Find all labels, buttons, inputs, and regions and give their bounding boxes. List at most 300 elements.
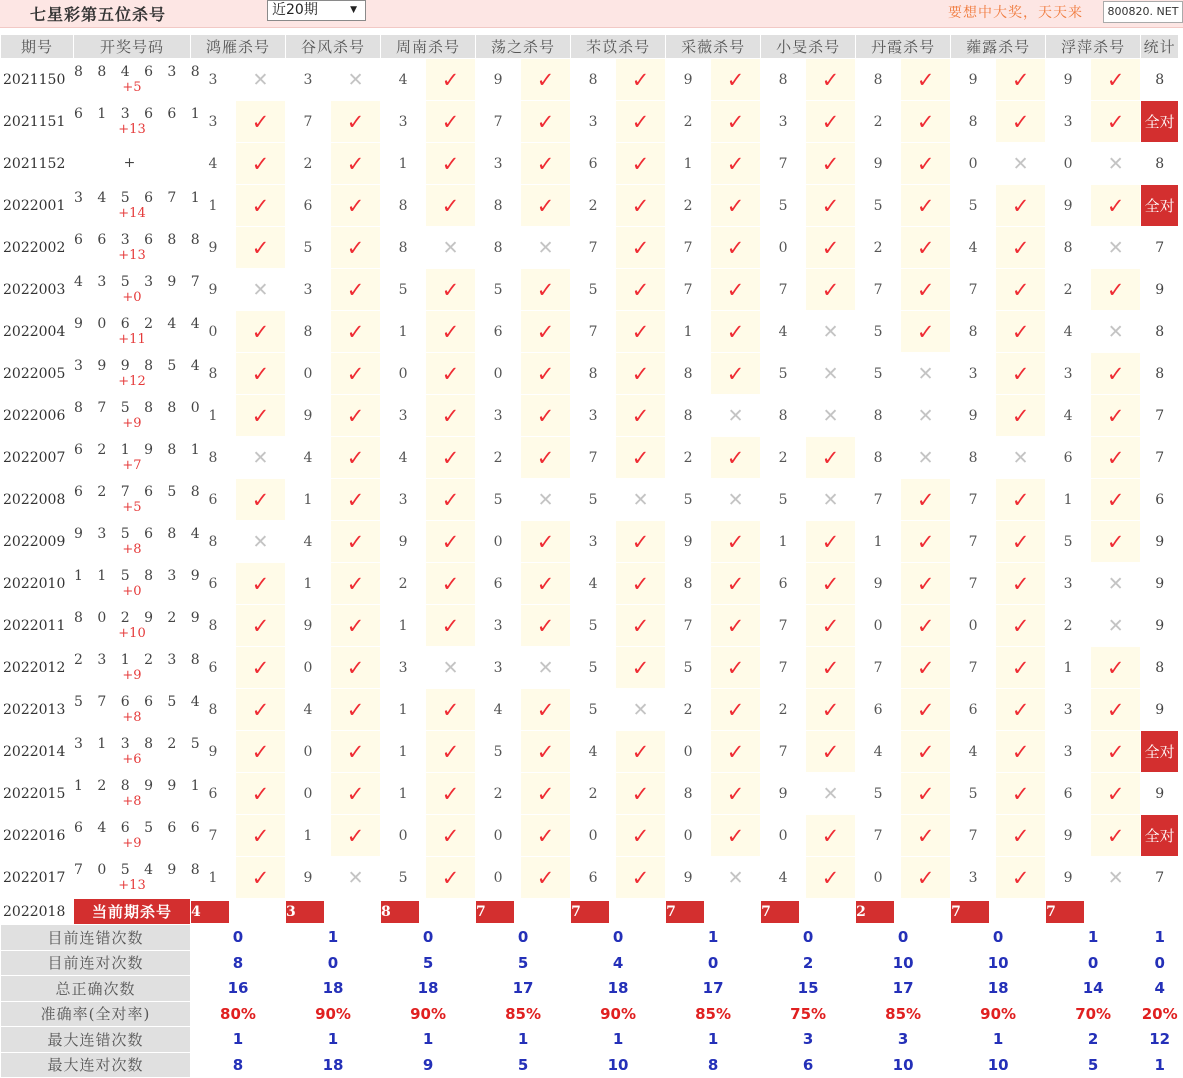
check-icon: ✓ xyxy=(331,269,381,311)
kill-number: 0 xyxy=(286,773,331,815)
period-select[interactable] xyxy=(267,0,366,21)
table-row xyxy=(1,227,1179,269)
column-header[interactable]: 蕹露杀号 xyxy=(951,35,1046,59)
draw-sum: +13 xyxy=(118,121,146,137)
stats-value: 15 xyxy=(761,976,856,1002)
draw-numbers xyxy=(74,689,205,731)
check-icon: ✓ xyxy=(616,773,666,815)
column-header[interactable]: 荡之杀号 xyxy=(476,35,571,59)
kill-number: 8 xyxy=(571,59,616,101)
cross-icon: ✕ xyxy=(521,479,571,521)
issue-number: 2022016 xyxy=(1,815,74,857)
cross-icon: ✕ xyxy=(1091,311,1141,353)
kill-number: 6 xyxy=(571,857,616,899)
current-stat-cell xyxy=(1141,899,1179,925)
kill-number: 1 xyxy=(381,605,426,647)
kill-number: 5 xyxy=(571,269,616,311)
check-icon: ✓ xyxy=(901,311,951,353)
check-icon: ✓ xyxy=(331,731,381,773)
kill-number: 9 xyxy=(951,395,996,437)
check-icon: ✓ xyxy=(616,521,666,563)
stats-value: 18 xyxy=(951,976,1046,1002)
check-icon: ✓ xyxy=(901,773,951,815)
row-stat: 7 xyxy=(1141,857,1179,899)
check-icon: ✓ xyxy=(521,185,571,227)
check-icon: ✓ xyxy=(901,521,951,563)
column-header[interactable]: 芣苡杀号 xyxy=(571,35,666,59)
kill-number: 9 xyxy=(666,59,711,101)
stats-value: 0 xyxy=(666,950,761,976)
top-bar xyxy=(0,0,1183,28)
stats-label: 准确率(全对率) xyxy=(1,1001,191,1027)
cross-icon: ✕ xyxy=(426,647,476,689)
stats-value: 2 xyxy=(761,950,856,976)
draw-numbers xyxy=(74,563,205,605)
kill-number: 3 xyxy=(1046,731,1091,773)
kill-number: 5 xyxy=(1046,521,1091,563)
current-kill-cell xyxy=(286,899,381,925)
kill-number: 4 xyxy=(571,563,616,605)
cross-icon: ✕ xyxy=(236,437,286,479)
kill-number: 7 xyxy=(951,269,996,311)
current-kill-number: 7 xyxy=(666,901,704,923)
check-icon: ✓ xyxy=(1091,185,1141,227)
draw-numbers xyxy=(74,605,205,647)
column-header[interactable]: 谷风杀号 xyxy=(286,35,381,59)
kill-number: 8 xyxy=(951,437,996,479)
kill-number: 0 xyxy=(1046,143,1091,185)
stats-value: 90% xyxy=(286,1001,381,1027)
kill-number: 5 xyxy=(381,269,426,311)
check-icon: ✓ xyxy=(426,101,476,143)
kill-number: 3 xyxy=(286,59,331,101)
kill-number: 2 xyxy=(476,437,521,479)
check-icon: ✓ xyxy=(1091,395,1141,437)
kill-number: 9 xyxy=(1046,815,1091,857)
table-row xyxy=(1,437,1179,479)
column-header[interactable]: 浮萍杀号 xyxy=(1046,35,1141,59)
stats-value: 5 xyxy=(476,950,571,976)
draw-digits: 6 2 1 9 8 1 xyxy=(74,441,205,458)
kill-number: 7 xyxy=(761,269,806,311)
kill-number: 5 xyxy=(571,605,616,647)
kill-number: 9 xyxy=(191,269,236,311)
cross-icon: ✕ xyxy=(711,479,761,521)
check-icon: ✓ xyxy=(616,353,666,395)
check-icon: ✓ xyxy=(236,353,286,395)
kill-number: 8 xyxy=(856,395,901,437)
stats-value: 18 xyxy=(571,976,666,1002)
column-header[interactable]: 小旻杀号 xyxy=(761,35,856,59)
column-header[interactable]: 采薇杀号 xyxy=(666,35,761,59)
row-stat: 8 xyxy=(1141,353,1179,395)
stats-label: 最大连对次数 xyxy=(1,1052,191,1078)
current-period-label: 当前期杀号 xyxy=(74,899,191,925)
kill-number: 2 xyxy=(1046,605,1091,647)
kill-number: 6 xyxy=(1046,773,1091,815)
kill-number: 4 xyxy=(761,311,806,353)
check-icon: ✓ xyxy=(1091,479,1141,521)
check-icon: ✓ xyxy=(426,437,476,479)
check-icon: ✓ xyxy=(521,101,571,143)
row-stat: 8 xyxy=(1141,59,1179,101)
kill-number: 7 xyxy=(951,479,996,521)
all-correct-badge: 全对 xyxy=(1141,101,1179,143)
kill-number: 5 xyxy=(381,857,426,899)
check-icon: ✓ xyxy=(331,605,381,647)
current-kill-number: 7 xyxy=(951,901,989,923)
kill-number: 5 xyxy=(951,773,996,815)
kill-number: 2 xyxy=(286,143,331,185)
kill-number: 3 xyxy=(1046,563,1091,605)
check-icon: ✓ xyxy=(426,773,476,815)
check-icon: ✓ xyxy=(711,269,761,311)
row-stat: 9 xyxy=(1141,521,1179,563)
kill-number: 2 xyxy=(666,185,711,227)
site-badge[interactable]: 800820. NET xyxy=(1103,1,1183,23)
stats-value: 10 xyxy=(856,1052,951,1078)
stats-value: 1 xyxy=(286,1027,381,1053)
draw-numbers xyxy=(74,857,205,899)
check-icon: ✓ xyxy=(616,563,666,605)
stats-row xyxy=(1,976,1179,1002)
check-icon: ✓ xyxy=(331,479,381,521)
kill-number: 5 xyxy=(666,479,711,521)
kill-number: 2 xyxy=(761,437,806,479)
check-icon: ✓ xyxy=(426,689,476,731)
check-icon: ✓ xyxy=(1091,437,1141,479)
current-kill-number: 7 xyxy=(1046,901,1084,923)
stats-value: 90% xyxy=(571,1001,666,1027)
draw-digits: 6 6 3 6 8 8 xyxy=(74,231,205,248)
stats-value: 0 xyxy=(761,925,856,951)
stats-value: 18 xyxy=(381,976,476,1002)
check-icon: ✓ xyxy=(806,101,856,143)
kill-number: 5 xyxy=(761,479,806,521)
check-icon: ✓ xyxy=(521,857,571,899)
draw-numbers xyxy=(74,815,205,857)
kill-number: 6 xyxy=(191,563,236,605)
kill-number: 9 xyxy=(1046,185,1091,227)
kill-number: 3 xyxy=(286,269,331,311)
kill-number: 1 xyxy=(761,521,806,563)
check-icon: ✓ xyxy=(996,605,1046,647)
check-icon: ✓ xyxy=(521,563,571,605)
cross-icon: ✕ xyxy=(901,395,951,437)
check-icon: ✓ xyxy=(996,185,1046,227)
check-icon: ✓ xyxy=(236,815,286,857)
issue-number: 2022015 xyxy=(1,773,74,815)
stats-value: 2 xyxy=(1046,1027,1141,1053)
check-icon: ✓ xyxy=(996,773,1046,815)
check-icon: ✓ xyxy=(426,857,476,899)
kill-number: 9 xyxy=(856,143,901,185)
current-kill-cell xyxy=(666,899,761,925)
kill-number: 5 xyxy=(571,689,616,731)
kill-number: 3 xyxy=(191,59,236,101)
check-icon: ✓ xyxy=(236,689,286,731)
check-icon: ✓ xyxy=(616,857,666,899)
stats-value: 5 xyxy=(1046,1052,1141,1078)
issue-number: 2022004 xyxy=(1,311,74,353)
check-icon: ✓ xyxy=(806,227,856,269)
draw-numbers xyxy=(74,143,191,185)
table-row xyxy=(1,857,1179,899)
check-icon: ✓ xyxy=(331,815,381,857)
column-header[interactable]: 开奖号码 xyxy=(74,35,191,59)
check-icon: ✓ xyxy=(236,185,286,227)
stats-row xyxy=(1,950,1179,976)
check-icon: ✓ xyxy=(426,815,476,857)
draw-sum: +0 xyxy=(122,583,142,599)
cross-icon: ✕ xyxy=(236,269,286,311)
check-icon: ✓ xyxy=(996,395,1046,437)
check-icon: ✓ xyxy=(426,731,476,773)
draw-sum: +12 xyxy=(118,373,146,389)
stats-value: 1 xyxy=(666,1027,761,1053)
check-icon: ✓ xyxy=(331,353,381,395)
draw-numbers xyxy=(74,647,205,689)
check-icon: ✓ xyxy=(616,815,666,857)
check-icon: ✓ xyxy=(806,521,856,563)
kill-number: 4 xyxy=(571,731,616,773)
stats-value: 12 xyxy=(1141,1027,1179,1053)
table-row xyxy=(1,269,1179,311)
check-icon: ✓ xyxy=(1091,815,1141,857)
stats-value: 0 xyxy=(191,925,286,951)
draw-sum: +9 xyxy=(122,835,142,851)
column-header[interactable]: 期号 xyxy=(1,35,74,59)
issue-number: 2022010 xyxy=(1,563,74,605)
stats-value: 8 xyxy=(191,1052,286,1078)
kill-number: 7 xyxy=(571,437,616,479)
cross-icon: ✕ xyxy=(1091,605,1141,647)
cross-icon: ✕ xyxy=(901,353,951,395)
check-icon: ✓ xyxy=(996,857,1046,899)
kill-number: 3 xyxy=(571,395,616,437)
cross-icon: ✕ xyxy=(331,59,381,101)
draw-numbers xyxy=(74,521,205,563)
check-icon: ✓ xyxy=(426,185,476,227)
column-header[interactable]: 统计 xyxy=(1141,35,1179,59)
draw-numbers xyxy=(74,479,205,521)
stats-value: 90% xyxy=(951,1001,1046,1027)
cross-icon: ✕ xyxy=(806,773,856,815)
draw-numbers xyxy=(74,227,205,269)
column-header[interactable]: 周南杀号 xyxy=(381,35,476,59)
kill-number: 4 xyxy=(1046,395,1091,437)
check-icon: ✓ xyxy=(331,647,381,689)
kill-number: 5 xyxy=(571,479,616,521)
check-icon: ✓ xyxy=(521,353,571,395)
kill-number: 7 xyxy=(571,311,616,353)
cross-icon: ✕ xyxy=(901,437,951,479)
check-icon: ✓ xyxy=(521,731,571,773)
stats-value: 18 xyxy=(286,976,381,1002)
draw-numbers xyxy=(74,395,205,437)
draw-sum: +0 xyxy=(122,289,142,305)
kill-number: 3 xyxy=(476,143,521,185)
issue-number: 2022011 xyxy=(1,605,74,647)
check-icon: ✓ xyxy=(806,689,856,731)
kill-number: 8 xyxy=(286,311,331,353)
stats-value: 85% xyxy=(666,1001,761,1027)
kill-number: 2 xyxy=(666,437,711,479)
column-header[interactable]: 丹霞杀号 xyxy=(856,35,951,59)
draw-digits: 1 2 8 9 9 1 xyxy=(74,777,205,794)
draw-digits: 1 1 5 8 3 9 xyxy=(74,567,205,584)
kill-number: 0 xyxy=(381,815,426,857)
kill-number-table xyxy=(0,34,1179,1078)
check-icon: ✓ xyxy=(426,479,476,521)
kill-number: 0 xyxy=(476,857,521,899)
check-icon: ✓ xyxy=(711,731,761,773)
stats-value: 0 xyxy=(476,925,571,951)
stats-value: 20% xyxy=(1141,1001,1179,1027)
check-icon: ✓ xyxy=(806,857,856,899)
draw-sum: +9 xyxy=(122,415,142,431)
check-icon: ✓ xyxy=(711,563,761,605)
draw-digits: 3 9 9 8 5 4 xyxy=(74,357,205,374)
current-kill-number: 2 xyxy=(856,901,894,923)
check-icon: ✓ xyxy=(236,227,286,269)
stats-value: 0 xyxy=(951,925,1046,951)
table-row xyxy=(1,689,1179,731)
stats-value: 0 xyxy=(1046,950,1141,976)
kill-number: 7 xyxy=(666,605,711,647)
check-icon: ✓ xyxy=(426,605,476,647)
current-kill-cell xyxy=(571,899,666,925)
kill-number: 1 xyxy=(381,773,426,815)
kill-number: 6 xyxy=(191,647,236,689)
cross-icon: ✕ xyxy=(236,59,286,101)
draw-sum: +8 xyxy=(122,541,142,557)
kill-number: 3 xyxy=(476,605,521,647)
kill-number: 5 xyxy=(856,185,901,227)
stats-value: 85% xyxy=(856,1001,951,1027)
stats-value: 4 xyxy=(571,950,666,976)
draw-digits: 8 7 5 8 8 0 xyxy=(74,399,205,416)
stats-value: 70% xyxy=(1046,1001,1141,1027)
kill-number: 2 xyxy=(571,185,616,227)
kill-number: 9 xyxy=(381,521,426,563)
check-icon: ✓ xyxy=(806,185,856,227)
kill-number: 1 xyxy=(666,311,711,353)
current-kill-number: 3 xyxy=(286,901,324,923)
kill-number: 7 xyxy=(951,815,996,857)
kill-number: 8 xyxy=(761,395,806,437)
check-icon: ✓ xyxy=(901,59,951,101)
page-title: 七星彩第五位杀号 xyxy=(30,5,167,24)
kill-number: 1 xyxy=(666,143,711,185)
check-icon: ✓ xyxy=(711,521,761,563)
kill-number: 7 xyxy=(951,563,996,605)
stats-row xyxy=(1,1027,1179,1053)
check-icon: ✓ xyxy=(901,227,951,269)
cross-icon: ✕ xyxy=(1091,227,1141,269)
check-icon: ✓ xyxy=(996,479,1046,521)
kill-number: 9 xyxy=(1046,857,1091,899)
row-stat: 9 xyxy=(1141,773,1179,815)
check-icon: ✓ xyxy=(236,731,286,773)
kill-number: 7 xyxy=(761,731,806,773)
stats-value: 3 xyxy=(856,1027,951,1053)
kill-number: 6 xyxy=(856,689,901,731)
kill-number: 2 xyxy=(856,227,901,269)
check-icon: ✓ xyxy=(521,605,571,647)
draw-sum: +13 xyxy=(118,877,146,893)
kill-number: 4 xyxy=(381,437,426,479)
draw-sum: +5 xyxy=(122,499,142,515)
kill-number: 6 xyxy=(1046,437,1091,479)
check-icon: ✓ xyxy=(521,815,571,857)
draw-digits: 8 0 2 9 2 9 xyxy=(74,609,205,626)
kill-number: 2 xyxy=(476,773,521,815)
stats-value: 9 xyxy=(381,1052,476,1078)
current-kill-cell xyxy=(476,899,571,925)
draw-digits: 9 3 5 6 8 4 xyxy=(74,525,205,542)
cross-icon: ✕ xyxy=(521,647,571,689)
kill-number: 3 xyxy=(1046,689,1091,731)
check-icon: ✓ xyxy=(1091,647,1141,689)
check-icon: ✓ xyxy=(711,437,761,479)
check-icon: ✓ xyxy=(236,647,286,689)
kill-number: 4 xyxy=(381,59,426,101)
check-icon: ✓ xyxy=(331,773,381,815)
check-icon: ✓ xyxy=(236,395,286,437)
stats-value: 10 xyxy=(951,1052,1046,1078)
column-header[interactable]: 鸿雁杀号 xyxy=(191,35,286,59)
check-icon: ✓ xyxy=(901,731,951,773)
stats-value: 1 xyxy=(381,1027,476,1053)
kill-number: 9 xyxy=(191,227,236,269)
kill-number: 0 xyxy=(666,815,711,857)
kill-number: 9 xyxy=(666,857,711,899)
kill-number: 0 xyxy=(286,353,331,395)
check-icon: ✓ xyxy=(331,101,381,143)
stats-value: 0 xyxy=(856,925,951,951)
check-icon: ✓ xyxy=(1091,353,1141,395)
kill-number: 9 xyxy=(286,857,331,899)
kill-number: 7 xyxy=(856,647,901,689)
check-icon: ✓ xyxy=(996,311,1046,353)
kill-number: 8 xyxy=(951,101,996,143)
row-stat: 7 xyxy=(1141,437,1179,479)
check-icon: ✓ xyxy=(236,563,286,605)
check-icon: ✓ xyxy=(426,521,476,563)
kill-number: 7 xyxy=(761,605,806,647)
check-icon: ✓ xyxy=(996,731,1046,773)
kill-number: 0 xyxy=(761,227,806,269)
current-kill-cell xyxy=(191,899,286,925)
draw-sum: +9 xyxy=(122,667,142,683)
kill-number: 0 xyxy=(951,143,996,185)
cross-icon: ✕ xyxy=(616,479,666,521)
check-icon: ✓ xyxy=(711,143,761,185)
cross-icon: ✕ xyxy=(711,857,761,899)
draw-digits: 3 1 3 8 2 5 xyxy=(74,735,205,752)
stats-value: 1 xyxy=(286,925,381,951)
kill-number: 1 xyxy=(191,857,236,899)
draw-numbers xyxy=(74,353,205,395)
check-icon: ✓ xyxy=(331,689,381,731)
kill-number: 8 xyxy=(666,773,711,815)
kill-number: 9 xyxy=(856,563,901,605)
cross-icon: ✕ xyxy=(236,521,286,563)
check-icon: ✓ xyxy=(901,647,951,689)
check-icon: ✓ xyxy=(616,185,666,227)
table-row xyxy=(1,605,1179,647)
